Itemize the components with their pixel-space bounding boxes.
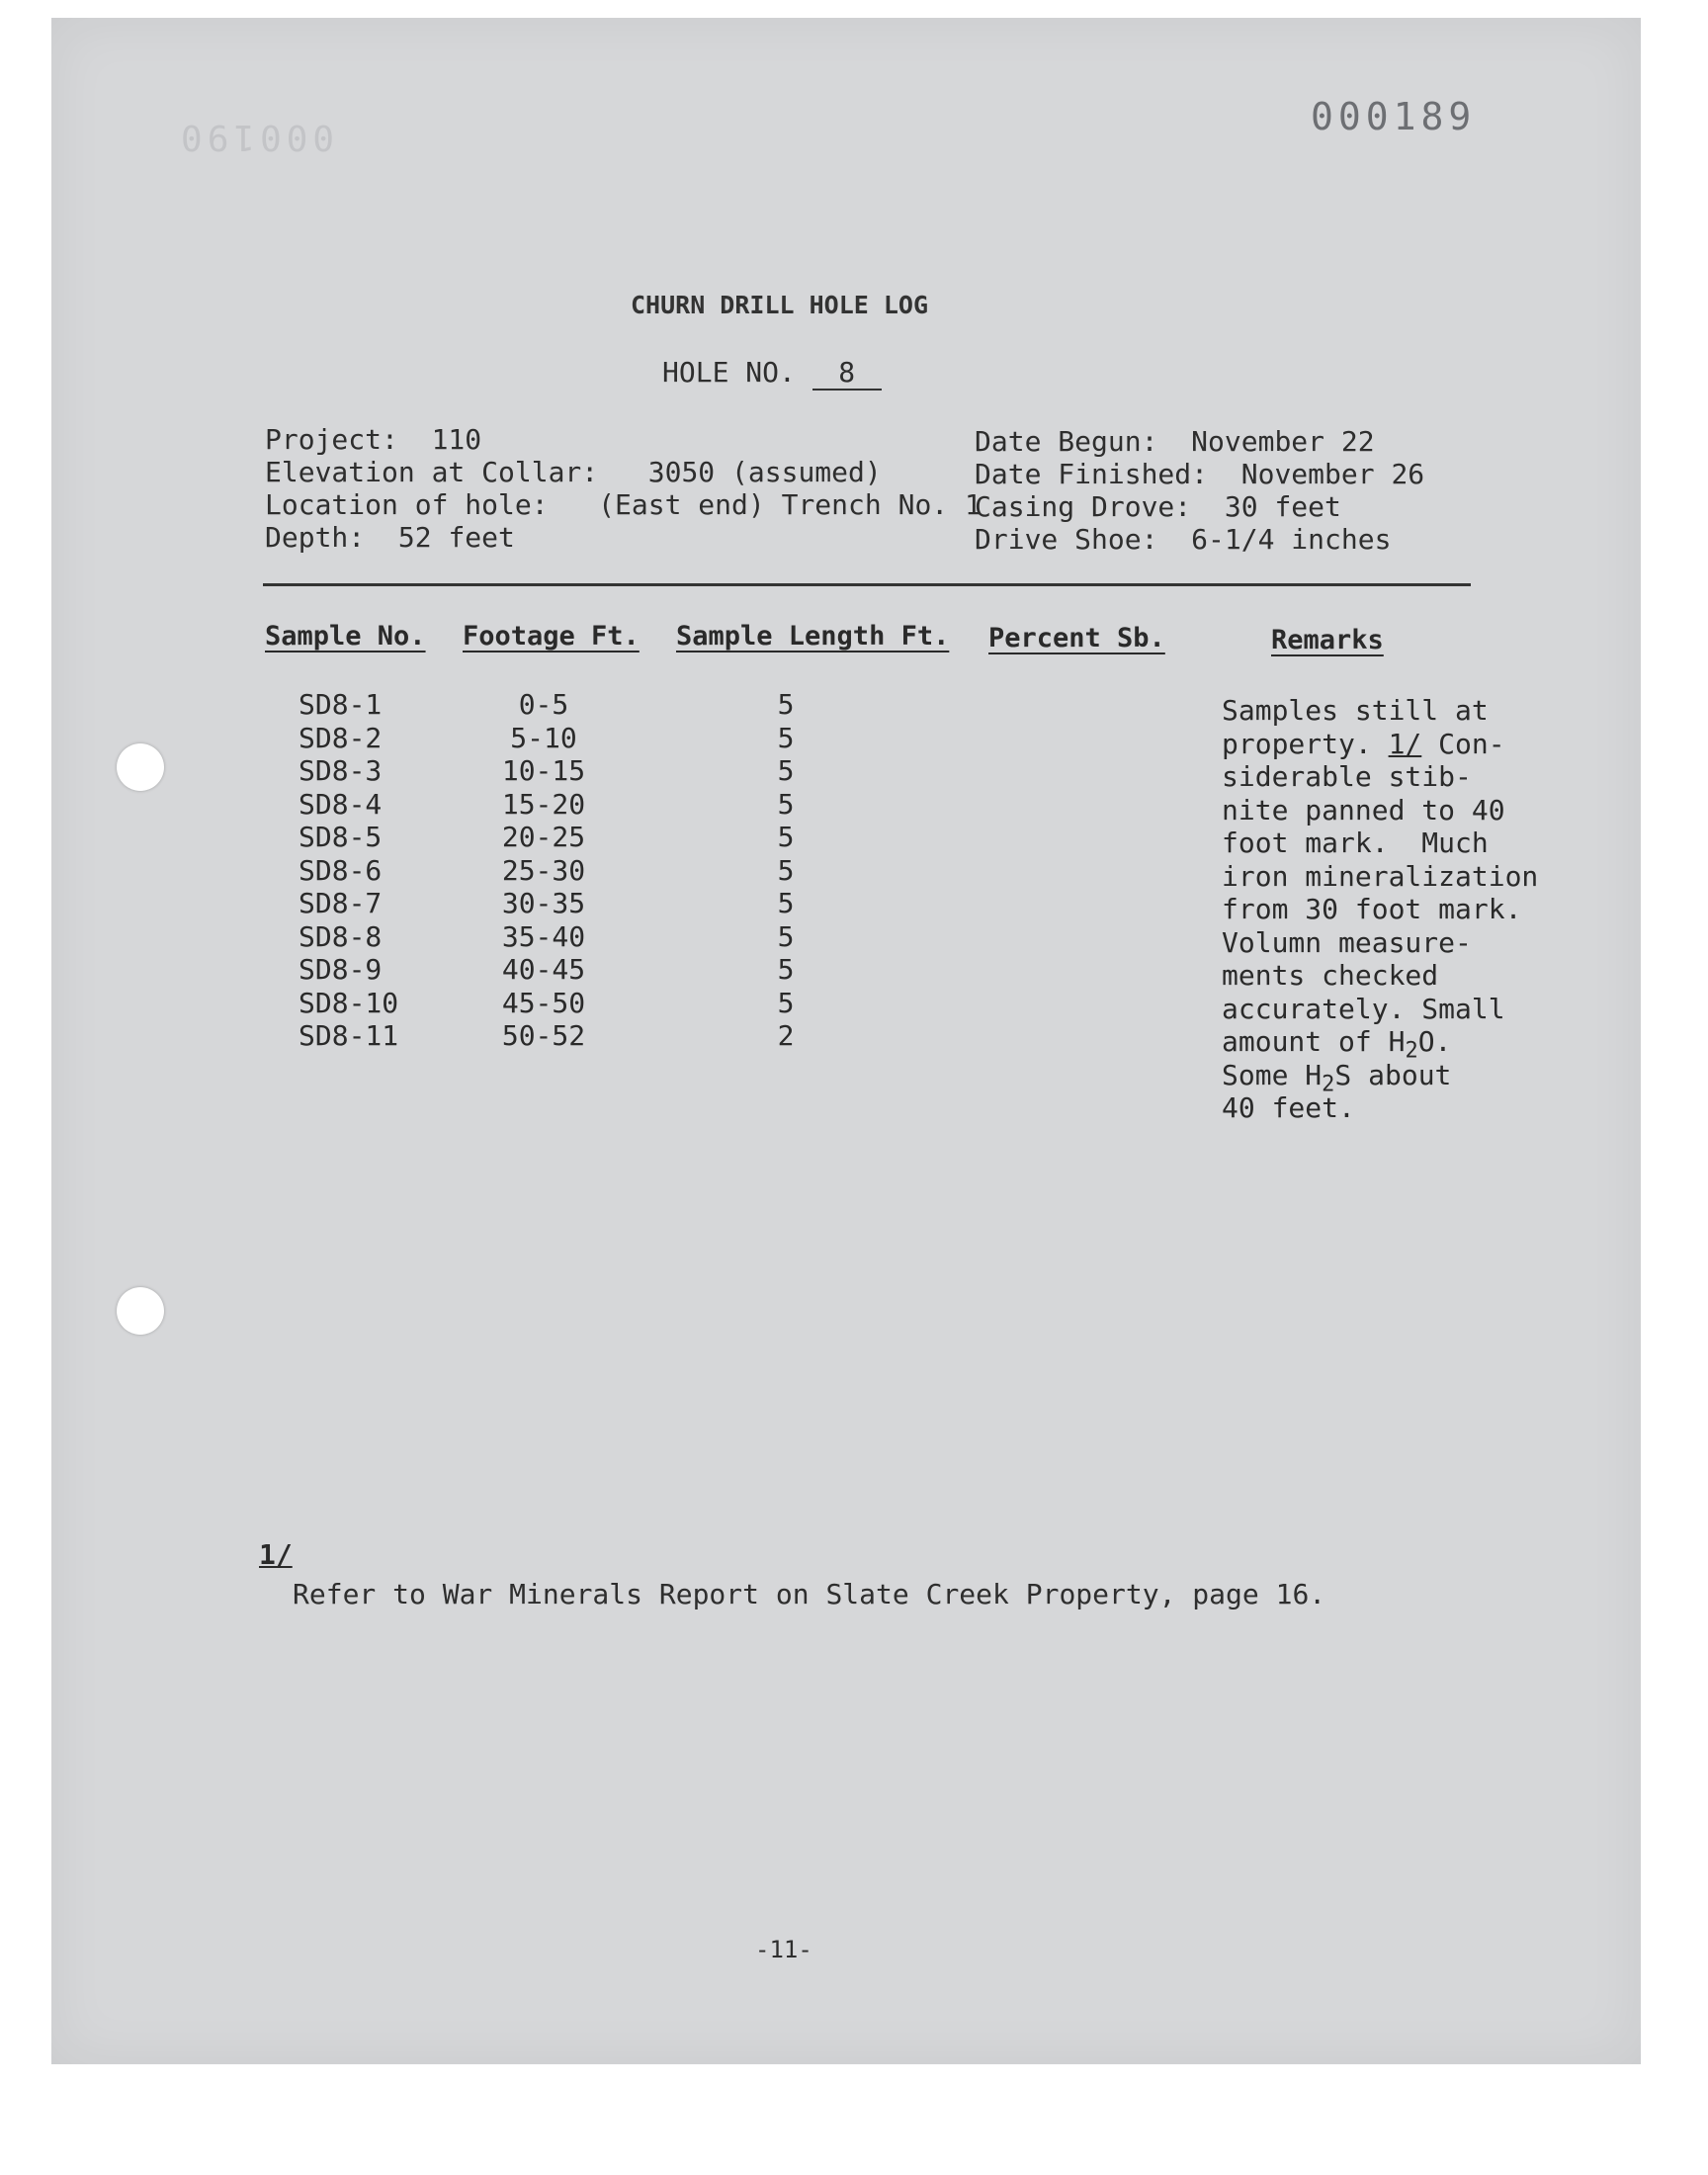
info-casing-drove: [975, 490, 1341, 523]
info-value: November 22: [1191, 425, 1375, 458]
sample-length: 5: [777, 688, 795, 721]
sample-number: SD8-5: [299, 821, 383, 853]
info-drive-shoe: [975, 523, 1391, 556]
remarks-line: nite panned to 40: [1222, 793, 1505, 826]
page-number: -11-: [755, 1936, 812, 1963]
stamp-number: 000189: [1311, 95, 1477, 138]
remarks-line: from 30 foot mark.: [1222, 893, 1522, 925]
info-date-finished: [975, 458, 1424, 490]
sample-number: SD8-9: [299, 953, 383, 986]
punch-hole-top: [117, 743, 164, 791]
sample-length: 5: [777, 721, 795, 754]
info-label: Casing Drove:: [975, 490, 1192, 523]
header-divider: [263, 583, 1471, 586]
info-date-begun: [975, 425, 1375, 458]
info-label: Depth:: [265, 521, 366, 554]
info-label: Location of hole:: [265, 488, 549, 521]
col-header-percent: Percent Sb.: [988, 623, 1165, 653]
document-title: CHURN DRILL HOLE LOG: [631, 291, 929, 319]
info-value: November 26: [1240, 458, 1425, 490]
info-value: 6-1/4 inches: [1191, 523, 1392, 556]
remarks-line: foot mark. Much: [1222, 826, 1489, 859]
info-depth: [265, 521, 515, 554]
remarks-line: Volumn measure-: [1222, 925, 1472, 959]
info-label: Elevation at Collar:: [265, 456, 599, 488]
sample-number: SD8-2: [299, 721, 383, 754]
hole-number-label: HOLE NO.: [662, 356, 796, 389]
remarks-text: [1222, 694, 1538, 1125]
hole-number-value: 8: [812, 356, 882, 391]
col-header-footage: Footage Ft.: [463, 621, 640, 652]
info-value: (East end) Trench No. 1: [598, 488, 982, 521]
footage: 10-15: [501, 754, 586, 787]
footage: 30-35: [501, 887, 586, 919]
sample-length: 5: [777, 986, 795, 1019]
remarks-line: siderable stib-: [1222, 760, 1472, 793]
remarks-line: amount of $H_2O$.: [1222, 1025, 1452, 1064]
footage: 40-45: [501, 953, 586, 986]
footage: 45-50: [501, 986, 586, 1019]
footage: 5-10: [510, 721, 577, 754]
sample-number: SD8-3: [299, 754, 383, 787]
sample-number: SD8-8: [299, 919, 383, 953]
sample-number: SD8-10: [299, 986, 399, 1019]
footage: 15-20: [501, 787, 586, 821]
footnote-mark: 1/: [259, 1538, 293, 1571]
sample-number: SD8-1: [299, 688, 383, 721]
sample-length: 5: [777, 821, 795, 853]
sample-length: 2: [777, 1019, 795, 1052]
hole-number-line: [662, 356, 882, 391]
info-value: 110: [431, 423, 482, 456]
remarks-line: property. 1/ Con-: [1222, 727, 1505, 760]
remarks-line: ments checked: [1222, 959, 1439, 992]
remarks-line: iron mineralization: [1222, 859, 1539, 893]
punch-hole-bottom: [117, 1287, 164, 1335]
footage: 50-52: [501, 1019, 586, 1052]
sample-length: 5: [777, 887, 795, 919]
sample-length: 5: [777, 787, 795, 821]
footage: 20-25: [501, 821, 586, 853]
sample-number: SD8-11: [299, 1019, 399, 1052]
col-header-sample: Sample No.: [265, 621, 426, 652]
sample-length: 5: [777, 853, 795, 887]
ghost-stamp-number: 000190: [176, 117, 335, 157]
remarks-line: 40 feet.: [1222, 1091, 1355, 1124]
footnote-text: Refer to War Minerals Report on Slate Creek Property, page 16.: [293, 1578, 1326, 1610]
col-header-length: Sample Length Ft.: [676, 621, 950, 652]
info-label: Drive Shoe:: [975, 523, 1158, 556]
info-label: Date Finished:: [975, 458, 1209, 490]
remarks-line: accurately. Small: [1222, 992, 1505, 1025]
info-value: 30 feet: [1224, 490, 1341, 523]
info-value: 3050 (assumed): [647, 456, 882, 488]
info-project: [265, 423, 481, 456]
sample-number: SD8-6: [299, 853, 383, 887]
footage: 0-5: [518, 688, 569, 721]
footage: 35-40: [501, 919, 586, 953]
info-value: 52 feet: [397, 521, 515, 554]
sample-number: SD8-4: [299, 787, 383, 821]
info-location: [265, 488, 982, 521]
remarks-line: Samples still at: [1222, 694, 1489, 727]
col-header-remarks: Remarks: [1271, 625, 1384, 655]
sample-number: SD8-7: [299, 887, 383, 919]
sample-length: 5: [777, 953, 795, 986]
info-label: Date Begun:: [975, 425, 1158, 458]
remarks-line: Some $H_2S$ about: [1222, 1058, 1452, 1097]
info-label: Project:: [265, 423, 398, 456]
sample-length: 5: [777, 754, 795, 787]
footage: 25-30: [501, 853, 586, 887]
info-elevation: [265, 456, 882, 488]
sample-length: 5: [777, 919, 795, 953]
